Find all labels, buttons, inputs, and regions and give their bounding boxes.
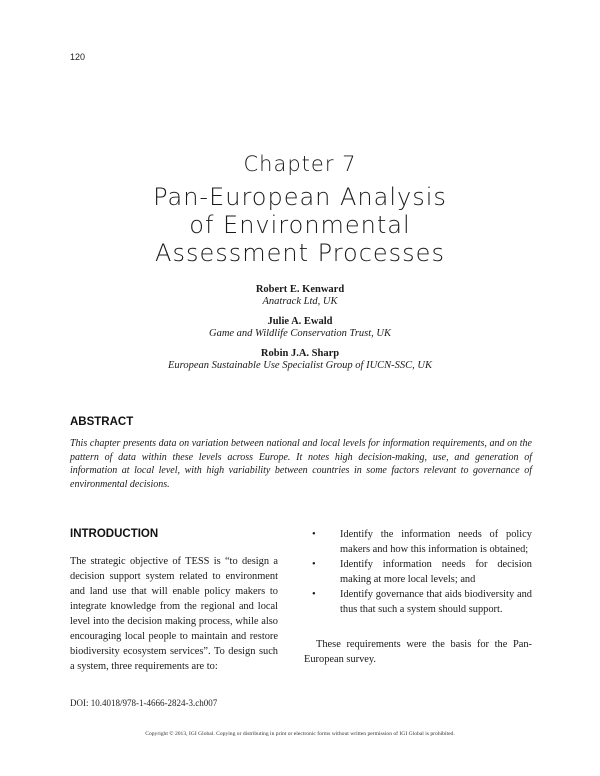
introduction-paragraph: The strategic objective of TESS is “to design a decision support system related to environment and land use that will enable policy makers to integrate knowledge from the regional and local level into the decision making process, while also encouraging local people to maintain and restore biodiversity ecosystem services”. To design such a system, three requirements are to: bbox=[70, 556, 278, 672]
author-list bbox=[0, 284, 600, 380]
requirements-summary: These requirements were the basis for the Pan-European survey. bbox=[304, 639, 532, 665]
chapter-title-line: of Environmental bbox=[189, 211, 411, 239]
author-block bbox=[0, 348, 600, 372]
list-item bbox=[312, 557, 532, 587]
author-affiliation: Game and Wildlife Conservation Trust, UK bbox=[208, 328, 391, 339]
list-item-text: Identify information needs for decision making at more local levels; and bbox=[340, 559, 532, 585]
chapter-label: Chapter 7 bbox=[243, 152, 357, 176]
abstract-text: This chapter presents data on variation between national and local levels for information requirements, and on the pattern of data within these levels across Europe. It notes high decision-making, use, and generation of information at local level, with high variability between countries in some factors relevant to governance of environmental decisions. bbox=[70, 438, 532, 490]
list-item bbox=[312, 527, 532, 557]
doi: DOI: 10.4018/978-1-4666-2824-3.ch007 bbox=[70, 698, 218, 708]
author-affiliation: European Sustainable Use Specialist Group of IUCN-SSC, UK bbox=[167, 360, 433, 371]
author-affiliation: Anatrack Ltd, UK bbox=[262, 296, 338, 307]
abstract-heading: ABSTRACT bbox=[70, 416, 134, 428]
requirements-list bbox=[312, 527, 532, 617]
copyright-notice: Copyright © 2013, IGI Global. Copying or distributing in print or electronic forms without written permission of IGI Global is prohibited. bbox=[145, 731, 455, 737]
bullet-icon: • bbox=[312, 559, 316, 570]
chapter-title-line: Assessment Processes bbox=[155, 239, 445, 267]
chapter-title bbox=[0, 183, 600, 267]
author-name: Robin J.A. Sharp bbox=[260, 348, 340, 359]
list-item-text: Identify governance that aids biodiversity and thus that such a system should support. bbox=[340, 589, 532, 615]
author-block bbox=[0, 316, 600, 340]
page-number: 120 bbox=[70, 52, 86, 62]
chapter-title-line: Pan-European Analysis bbox=[153, 183, 447, 211]
bullet-icon: • bbox=[312, 589, 316, 600]
list-item bbox=[312, 587, 532, 617]
list-item-text: Identify the information needs of policy makers and how this information is obtained; bbox=[340, 529, 532, 555]
bullet-icon: • bbox=[312, 529, 316, 540]
introduction-heading: INTRODUCTION bbox=[70, 528, 159, 540]
author-name: Robert E. Kenward bbox=[255, 284, 345, 295]
author-name: Julie A. Ewald bbox=[267, 316, 333, 327]
author-block bbox=[0, 284, 600, 308]
